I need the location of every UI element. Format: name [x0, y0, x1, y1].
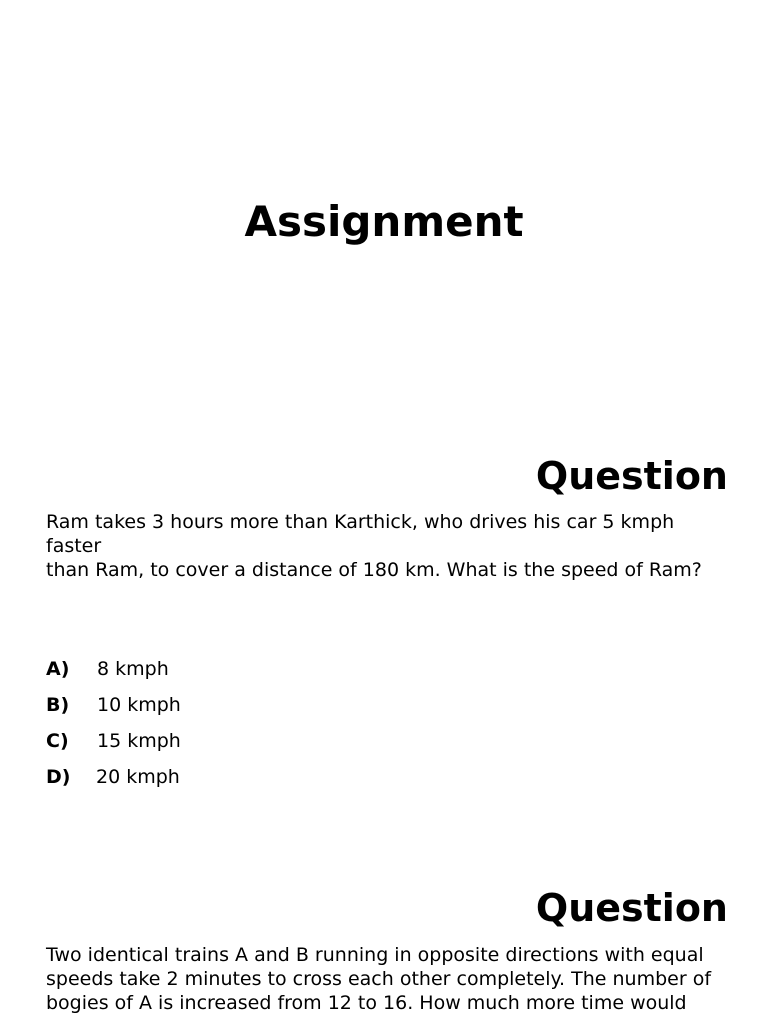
option-text: 10 kmph	[97, 694, 181, 716]
option-text: 20 kmph	[96, 766, 180, 788]
page-title: Assignment	[244, 197, 524, 246]
option-text: 15 kmph	[97, 730, 181, 752]
option-letter: D)	[46, 766, 71, 788]
question-1-option-d[interactable]	[46, 765, 180, 789]
question-2-heading: Question	[535, 886, 728, 930]
option-text: 8 kmph	[97, 658, 169, 680]
question-1-line-2: than Ram, to cover a distance of 180 km. What is the speed of Ram?	[46, 559, 702, 581]
option-letter: B)	[46, 694, 70, 716]
question-1-text	[46, 510, 726, 582]
option-letter: A)	[46, 658, 70, 680]
question-1-option-b[interactable]	[46, 693, 181, 717]
question-2-line-1: Two identical trains A and B running in opposite directions with equal speeds take 2 minutes to cross each other completely. The number of	[46, 944, 712, 990]
question-1-line-1: Ram takes 3 hours more than Karthick, who drives his car 5 kmph faster	[46, 511, 675, 557]
option-letter: C)	[46, 730, 69, 752]
question-1-option-c[interactable]	[46, 729, 181, 753]
question-1-option-a[interactable]	[46, 657, 169, 681]
question-2-text	[46, 943, 726, 1015]
question-1-heading: Question	[535, 454, 728, 498]
question-2-line-2: bogies of A is increased from 12 to 16. How much more time would	[46, 992, 687, 1014]
